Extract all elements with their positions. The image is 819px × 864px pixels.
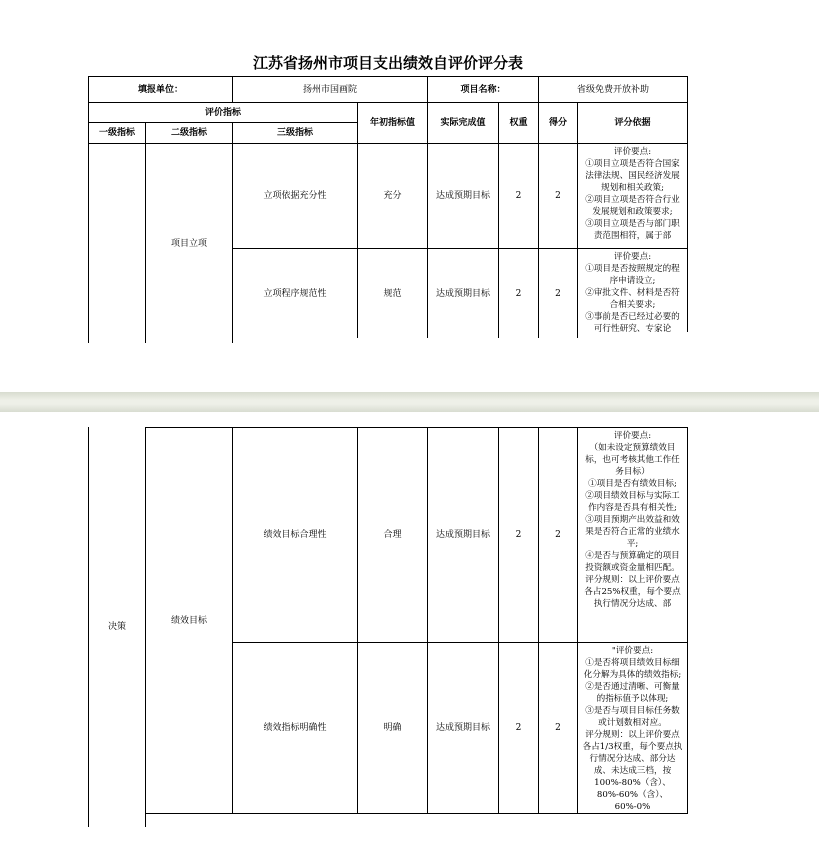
basis-line: ①项目是否按照规定的程序申请设立; [585, 264, 680, 286]
score-cell: 2 [538, 642, 578, 814]
page-separator [0, 392, 819, 412]
unit-label: 填报单位： [88, 76, 233, 103]
actual-cell: 达成预期目标 [427, 143, 499, 249]
level2-cell: 项目立项 [145, 143, 233, 343]
basis-line: ③事前是否已经过必要的可行性研究、专家论 [585, 312, 680, 332]
score-cell: 2 [538, 427, 578, 643]
project-label: 项目名称： [427, 76, 539, 103]
table-title: 江苏省扬州市项目支出绩效自评价评分表 [252, 54, 523, 72]
basis-line: 评价要点: [613, 147, 652, 157]
level2-cell: 绩效目标 [145, 427, 233, 814]
actual-cell: 达成预期目标 [427, 642, 499, 814]
basis-line: ①项目立项是否符合国家法律法规、国民经济发展规划和相关政策; [585, 159, 680, 193]
target-cell: 规范 [357, 248, 428, 338]
level2-header: 二级指标 [145, 122, 233, 144]
level3-cell: 立项依据充分性 [232, 143, 358, 249]
weight-cell: 2 [498, 248, 539, 338]
basis-line: ①项目是否有绩效目标; [588, 479, 677, 489]
level3-cell: 绩效指标明确性 [232, 642, 358, 814]
level1-cell: 决策 [88, 427, 146, 827]
basis-line: 评价要点: [613, 431, 652, 441]
indicator-group-header: 评价指标 [88, 102, 358, 123]
basis-line: ①是否将项目绩效目标细化分解为具体的绩效指标; [583, 658, 682, 680]
target-cell: 充分 [357, 143, 428, 249]
basis-line: ②项目立项是否符合行业发展规划和政策要求; [585, 195, 680, 217]
level1-cell [88, 143, 146, 343]
basis-line: ②项目绩效目标与实际工作内容是否具有相关性; [585, 491, 680, 513]
level3-cell: 绩效目标合理性 [232, 427, 358, 643]
score-cell: 2 [538, 248, 578, 338]
basis-cell [577, 143, 688, 249]
basis-line: ③项目立项是否与部门职责范围相符，属于部 [585, 219, 680, 241]
weight-header: 权重 [498, 102, 539, 144]
basis-line: 评价要点: [613, 252, 652, 262]
actual-cell: 达成预期目标 [427, 427, 499, 643]
unit-value: 扬州市国画院 [232, 76, 428, 103]
basis-line: 评分规则：以上评价要点各占1/3权重，每个要点执行情况分达成、部分达成、未达成三档，按100%-80%（含）、80%-60%（含）、60%-0% [582, 730, 683, 812]
basis-cell [577, 642, 688, 814]
level3-header: 三级指标 [232, 122, 358, 144]
weight-cell: 2 [498, 143, 539, 249]
target-cell: 合理 [357, 427, 428, 643]
basis-cell [577, 427, 688, 643]
basis-cell [577, 248, 688, 332]
basis-header: 评分依据 [577, 102, 688, 144]
page-2 [0, 412, 819, 864]
basis-line: "评价要点: [611, 646, 654, 656]
basis-line: ③是否与项目目标任务数或计划数相对应。 [585, 706, 680, 728]
actual-cell: 达成预期目标 [427, 248, 499, 338]
level3-cell: 立项程序规范性 [232, 248, 358, 338]
target-cell: 明确 [357, 642, 428, 814]
basis-line: 评分规则：以上评价要点各占25%权重，每个要点执行情况分达成、部 [584, 575, 681, 609]
weight-cell: 2 [498, 642, 539, 814]
basis-line: ③项目预期产出效益和效果是否符合正常的业绩水平; [585, 515, 680, 549]
basis-line: ④是否与预算确定的项目投资额或资金量相匹配。 [585, 551, 680, 573]
basis-line: （如未设定预算绩效目标，也可考核其他工作任务目标） [585, 443, 680, 477]
score-cell: 2 [538, 143, 578, 249]
basis-line: ②是否通过清晰、可衡量的指标值予以体现; [585, 682, 680, 704]
actual-header: 实际完成值 [427, 102, 499, 144]
weight-cell: 2 [498, 427, 539, 643]
page-1 [0, 0, 819, 392]
score-header: 得分 [538, 102, 578, 144]
target-header: 年初指标值 [357, 102, 428, 144]
basis-line: ②审批文件、材料是否符合相关要求; [585, 288, 680, 310]
project-value: 省级免费开放补助 [538, 76, 688, 103]
level1-header: 一级指标 [88, 122, 146, 144]
